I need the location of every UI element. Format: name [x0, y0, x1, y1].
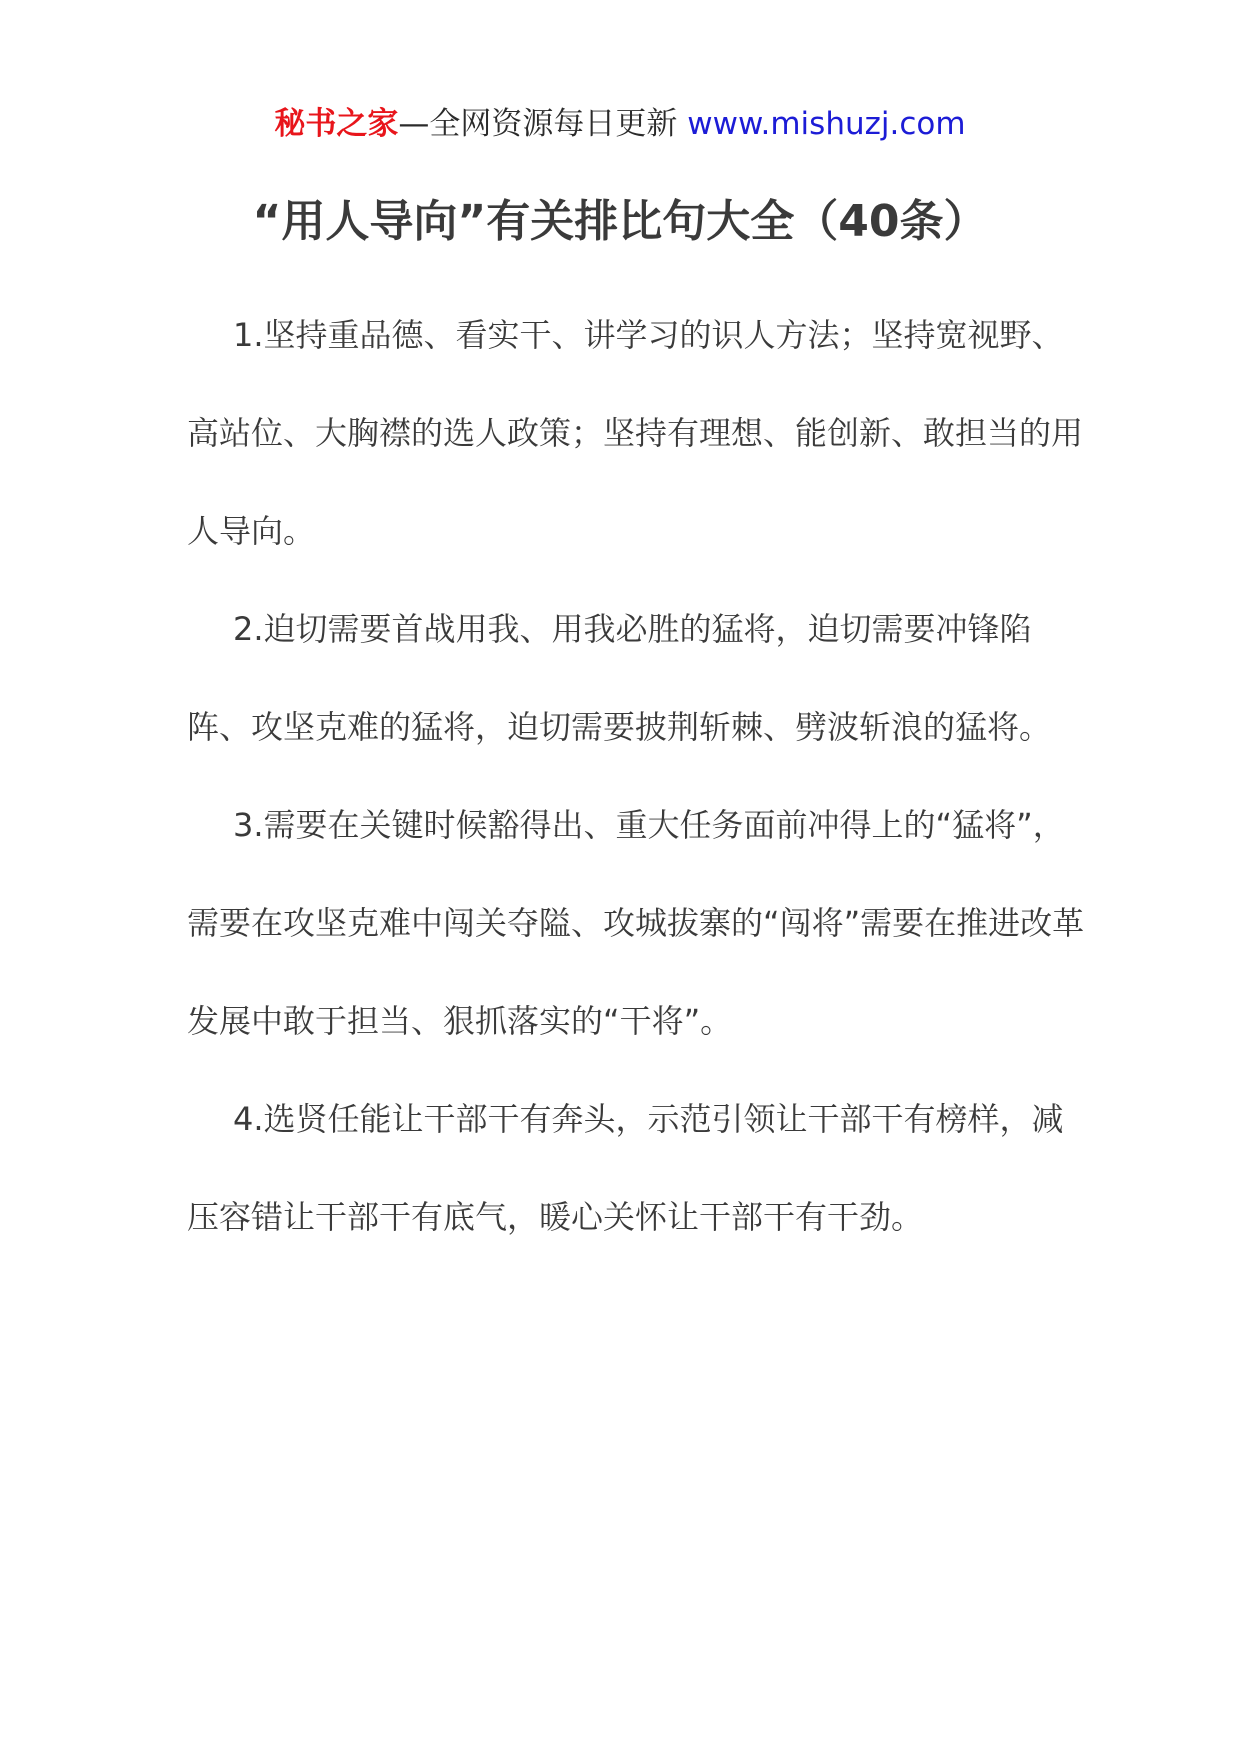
item-text: 迫切需要首战用我、用我必胜的猛将，迫切需要冲锋陷阵、攻坚克难的猛将，迫切需要披荆斩棘、劈波斩浪的猛将。: [187, 610, 1052, 746]
site-header: [0, 100, 1240, 148]
list-item: [187, 286, 1087, 580]
item-number: 2.: [233, 610, 264, 648]
document-title: “用人导向”有关排比句大全（40条）: [252, 196, 988, 247]
item-number: 4.: [233, 1100, 264, 1138]
item-number: 3.: [233, 806, 264, 844]
item-number: 1.: [233, 316, 264, 354]
item-text: 选贤任能让干部干有奔头，示范引领让干部干有榜样，减压容错让干部干有底气，暖心关怀让干部干有干劲。: [187, 1100, 1064, 1236]
list-item: [187, 776, 1087, 1070]
site-url-link[interactable]: www.mishuzj.com: [687, 106, 966, 142]
list-item: [187, 1070, 1087, 1266]
list-item: [187, 580, 1087, 776]
site-tagline: —全网资源每日更新: [398, 106, 688, 142]
site-name: 秘书之家: [274, 106, 399, 142]
item-text: 需要在关键时候豁得出、重大任务面前冲得上的“猛将”，需要在攻坚克难中闯关夺隘、攻城拔寨的“闯将”需要在推进改革发展中敢于担当、狠抓落实的“干将”。: [187, 806, 1085, 1040]
item-text: 坚持重品德、看实干、讲学习的识人方法；坚持宽视野、高站位、大胸襟的选人政策；坚持有理想、能创新、敢担当的用人导向。: [187, 316, 1084, 550]
document-body: [187, 286, 1087, 1266]
